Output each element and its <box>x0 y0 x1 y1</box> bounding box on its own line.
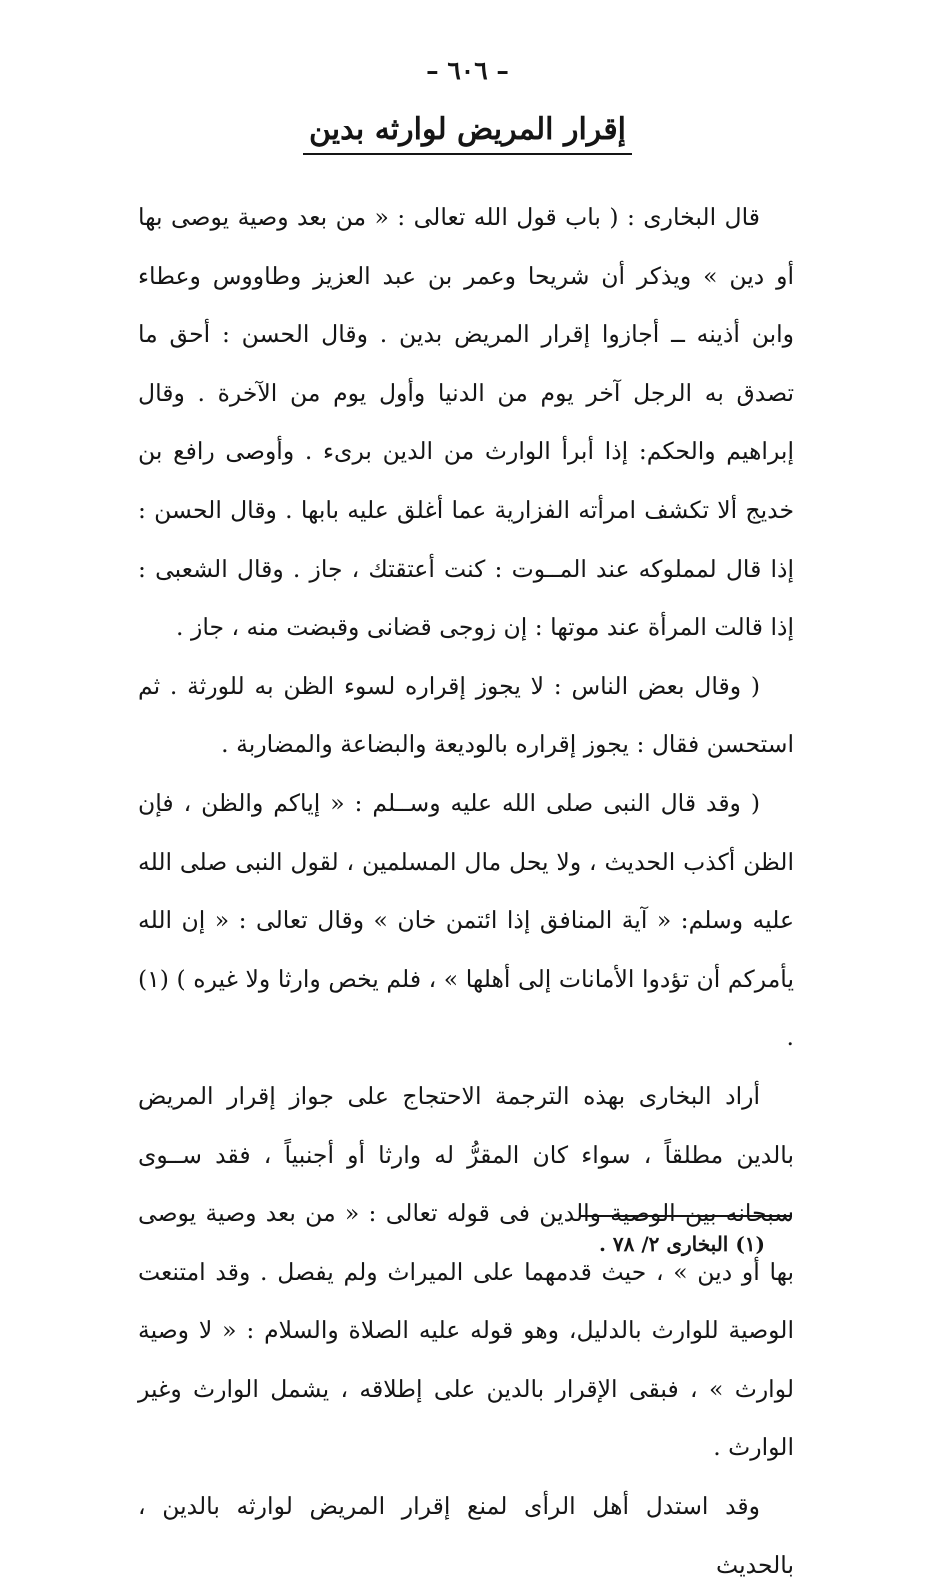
page-number: – ٦٠٦ – <box>426 56 509 85</box>
paragraph-commentary: أراد البخارى بهذه الترجمة الاحتجاج على جواز إقرار المريض بالدين مطلقاً ، سواء كان المقرُّ له وارثا أو أجنبياً ، فقد ســوى سبحانه بين الوصية والدين فى قوله تعالى : « من بعد وصية يوصى بها أو دين » ، حيث قدمهما على الميراث ولم يفصل . وقد امتنعت الوصية للوارث بالدليل، وهو قوله عليه الصلاة والسلام : « لا وصية لوارث » ، فبقى الإقرار بالدين على إطلاقه ، يشمل الوارث وغير الوارث . <box>138 1081 794 1462</box>
paragraph-bukhari-chapter: قال البخارى : ( باب قول الله تعالى : « من بعد وصية يوصى بها أو دين » ويذكر أن شريحا وعمر بن عبد العزيز وطاووس وعطاء وابن أذينه ــ أجازوا إقرار المريض بدين . وقال الحسن : أحق ما تصدق به الرجل آخر يوم من الدنيا وأول يوم من الآخرة . وقال إبراهيم والحكم: إذا أبرأ الوارث من الدين برىء . وأوصى رافع بن خديج ألا تكشف امرأته الفزارية عما أغلق عليه بابها . وقال الحسن : إذا قال لمملوكه عند المــوت : كنت أعتقتك ، جاز . وقال الشعبى : إذا قالت المرأة عند موتها : إن زوجى قضانى وقبضت منه ، جاز . <box>138 203 794 642</box>
paragraph-continued: وقد استدل أهل الرأى لمنع إقرار المريض لوارثه بالدين ، بالحديث <box>138 1492 794 1579</box>
chapter-title: إقرار المريض لوارثه بدين <box>303 112 632 155</box>
paragraph-some-people: ( وقال بعض الناس : لا يجوز إقراره لسوء الظن به للورثة . ثم استحسن فقال : يجوز إقراره بالوديعة والبضاعة والمضاربة . <box>138 671 794 759</box>
footnote: (١) البخارى ٢/ ٧٨ . <box>598 1232 765 1256</box>
chapter-heading <box>0 112 935 155</box>
body-text <box>138 188 794 1594</box>
footnote-divider <box>580 1215 792 1217</box>
paragraph-prophet-saying: ( وقد قال النبى صلى الله عليه وســلم : « إياكم والظن ، فإن الظن أكذب الحديث ، ولا يحل مال المسلمين ، لقول النبى صلى الله عليه وسلم: « آية المنافق إذا ائتمن خان » وقال تعالى : « إن الله يأمركم أن تؤدوا الأمانات إلى أهلها » ، فلم يخص وارثا ولا غيره ) (١) . <box>138 788 794 1052</box>
